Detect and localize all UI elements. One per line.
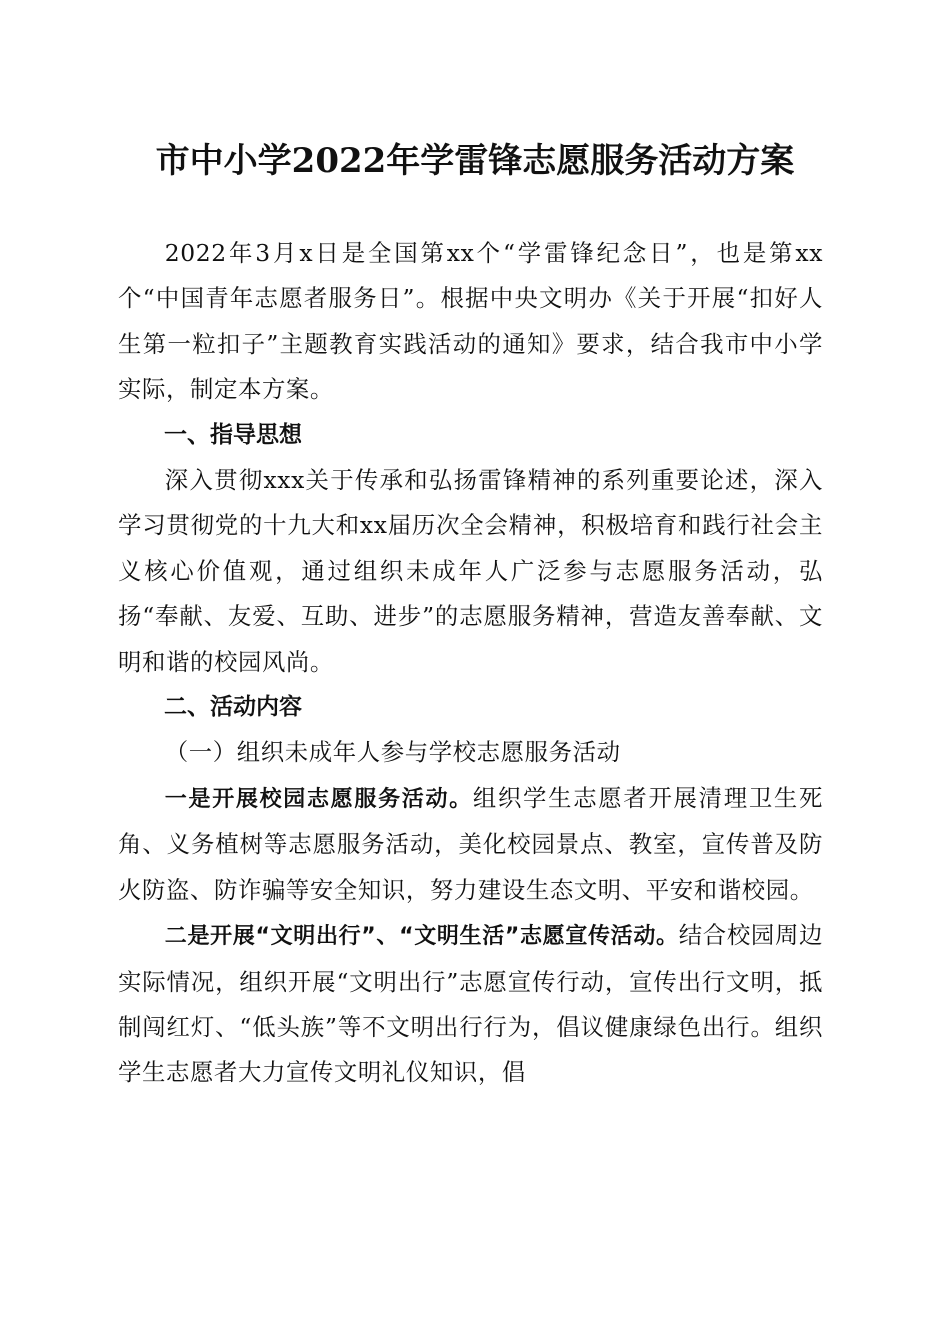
campus-volunteer-text: 组织学生志愿者开展清理卫生死角、义务植树等志愿服务活动，美化校园景点、教室，宣传普及防火防盗、防诈骗等安全知识，努力建设生态文明、平安和谐校园。 bbox=[118, 783, 823, 904]
civilized-travel-lead: 二是开展“文明出行”、“文明生活”志愿宣传活动。 bbox=[164, 924, 679, 950]
civilized-travel-paragraph bbox=[118, 913, 823, 1096]
section-heading-guiding-ideology: 一、指导思想 bbox=[164, 421, 302, 448]
guiding-ideology-paragraph: 深入贯彻xxx关于传承和弘扬雷锋精神的系列重要论述，深入学习贯彻党的十九大和xx届历次全会精神，积极培育和践行社会主义核心价值观，通过组织未成年人广泛参与志愿服务活动，弘扬“奉献、友爱、互助、进步”的志愿服务精神，营造友善奉献、文明和谐的校园风尚。 bbox=[118, 466, 823, 676]
intro-paragraph: 2022年3月x日是全国第xx个“学雷锋纪念日”，也是第xx个“中国青年志愿者服务日”。根据中央文明办《关于开展“扣好人生第一粒扣子”主题教育实践活动的通知》要求，结合我市中小学实际，制定本方案。 bbox=[118, 239, 823, 404]
civilized-travel-text: 结合校园周边实际情况，组织开展“文明出行”志愿宣传行动，宣传出行文明，抵制闯红灯、“低头族”等不文明出行行为，倡议健康绿色出行。组织学生志愿者大力宣传文明礼仪知识，倡 bbox=[118, 921, 823, 1087]
campus-volunteer-paragraph bbox=[118, 776, 823, 913]
subsection-heading: （一）组织未成年人参与学校志愿服务活动 bbox=[164, 738, 621, 767]
document-title: 市中小学2022年学雷锋志愿服务活动方案 bbox=[155, 141, 795, 181]
document-body bbox=[118, 231, 823, 1096]
campus-volunteer-lead: 一是开展校园志愿服务活动。 bbox=[164, 786, 473, 812]
section-heading-activity-content: 二、活动内容 bbox=[164, 694, 302, 721]
